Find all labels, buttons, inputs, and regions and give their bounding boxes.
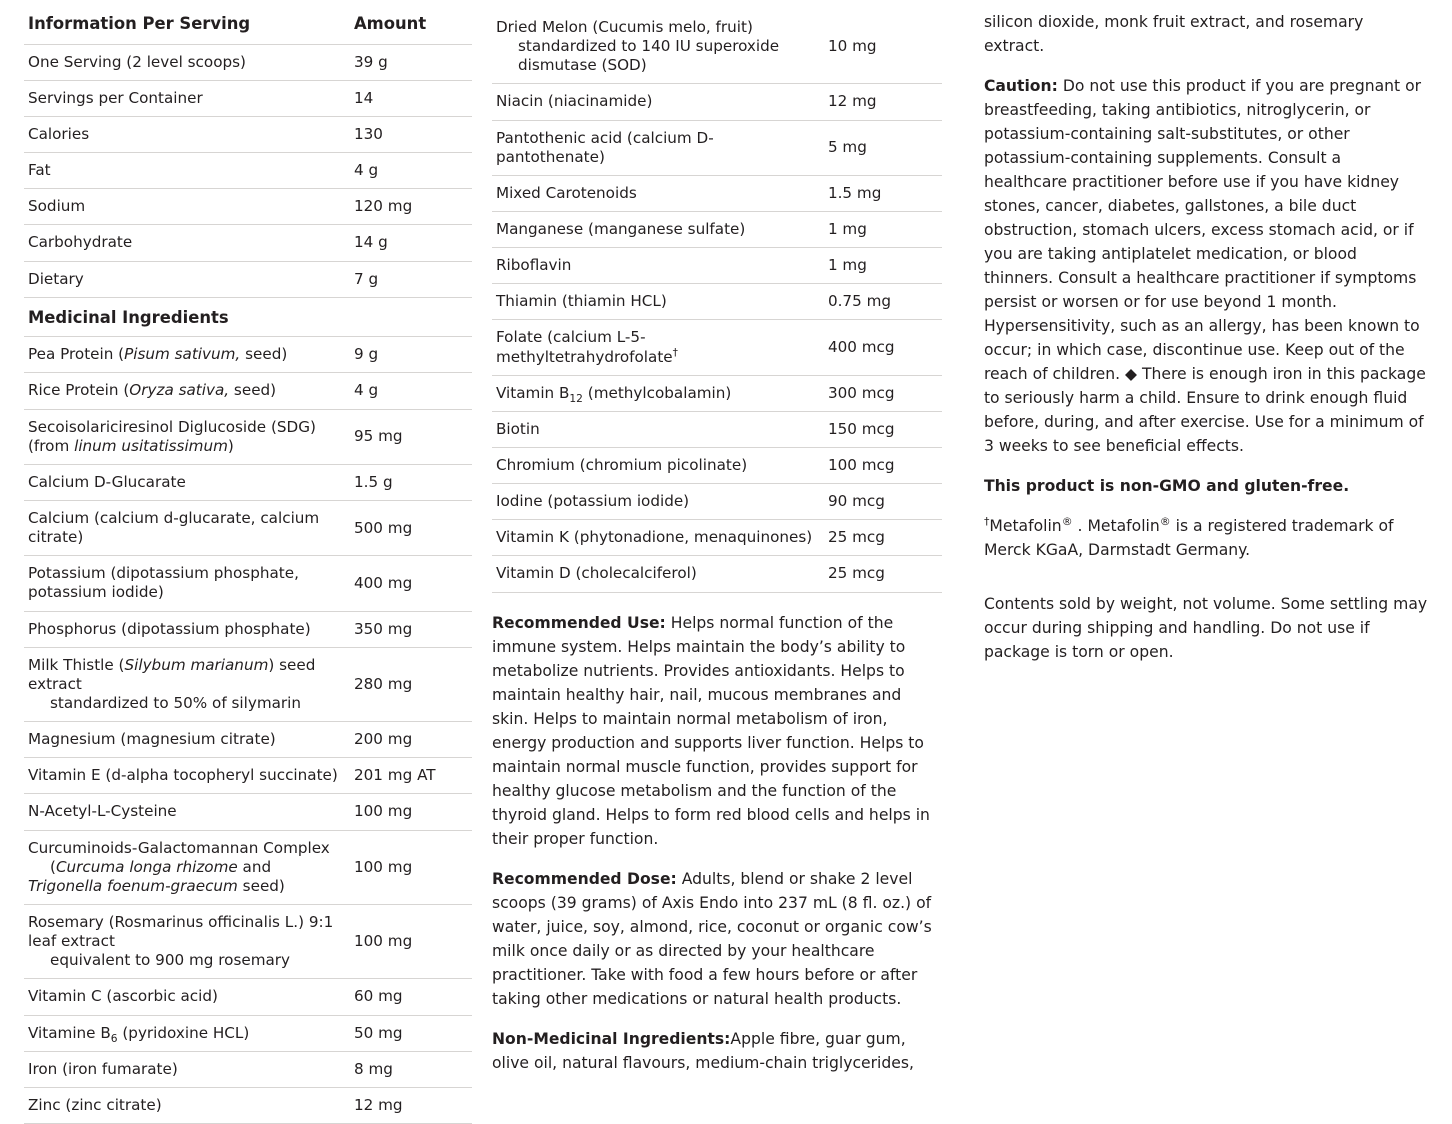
row-amount: 0.75 mg (818, 284, 942, 320)
row-amount: 400 mg (344, 556, 472, 611)
caution-label: Caution: (983, 77, 1058, 95)
table-row (24, 905, 472, 979)
table-row (24, 611, 472, 647)
table-row (492, 120, 942, 175)
table-row (492, 211, 942, 247)
row-amount: 150 mcg (818, 411, 942, 447)
table-row (24, 261, 472, 297)
label-italic: linum usitatissimum (74, 436, 228, 455)
row-amount: 130 (344, 116, 472, 152)
row-amount: 100 mg (344, 905, 472, 979)
registered-icon: ® (1159, 514, 1171, 528)
table-row (492, 175, 942, 211)
table-row (24, 153, 472, 189)
table-row (24, 464, 472, 500)
row-label (492, 320, 818, 375)
info-column-right (964, 10, 1428, 1072)
label-sub: equivalent to 900 mg rosemary (50, 951, 291, 970)
row-label: Calories (24, 116, 344, 152)
table-row (24, 830, 472, 904)
table-row (492, 484, 942, 520)
label-sub: standardized to 140 IU superoxide dismutase (SOD) (517, 37, 780, 75)
recommended-dose-label: Recommended Dose: (491, 869, 677, 888)
row-amount: 10 mg (818, 10, 942, 84)
label-italic: Oryza sativa, (129, 381, 230, 400)
row-amount: 1.5 mg (818, 175, 942, 211)
row-amount: 100 mg (344, 830, 472, 904)
table-row (24, 979, 472, 1015)
row-label: Vitamin D (cholecalciferol) (492, 556, 818, 592)
row-amount: 12 mg (818, 84, 942, 120)
table-row (24, 1087, 472, 1123)
nutrition-column-middle (492, 10, 964, 1072)
table-row (24, 501, 472, 556)
row-label: N-Acetyl-L-Cysteine (24, 794, 344, 830)
label-part: seed) (240, 345, 288, 364)
row-amount: 350 mg (344, 611, 472, 647)
table-row (24, 189, 472, 225)
label-part: and (237, 857, 272, 876)
row-label (24, 1015, 344, 1051)
label-italic: Trigonella foenum-graecum (28, 876, 238, 895)
ingredients-continued-paragraph: silicon dioxide, monk fruit extract, and rosemary extract. (983, 13, 1364, 55)
table-row (24, 556, 472, 611)
row-label: Vitamin K (phytonadione, menaquinones) (492, 520, 818, 556)
row-label: Iodine (potassium iodide) (492, 484, 818, 520)
row-amount: 60 mg (344, 979, 472, 1015)
row-label: Thiamin (thiamin HCL) (492, 284, 818, 320)
nutrition-table-main (24, 10, 472, 1124)
contents-note-paragraph: Contents sold by weight, not volume. Some settling may occur during shipping and handling. Do not use if package is torn or open. (983, 595, 1428, 661)
label-subscript: 6 (110, 1031, 118, 1045)
label-part: Rosemary (Rosmarinus officinalis L.) 9:1 leaf extract (28, 913, 334, 951)
row-label: Carbohydrate (24, 225, 344, 261)
table-row (492, 84, 942, 120)
table-row (24, 758, 472, 794)
row-label: Pantothenic acid (calcium D-pantothenate) (492, 120, 818, 175)
table-row (24, 722, 472, 758)
row-label (24, 830, 344, 904)
label-sub (28, 858, 342, 877)
row-amount: 50 mg (344, 1015, 472, 1051)
row-label (24, 373, 344, 409)
non-medicinal-body: Apple fibre, guar gum, olive oil, natural flavours, medium-chain triglycerides, (491, 1029, 914, 1072)
caution-paragraph (984, 74, 1428, 458)
row-amount: 5 mg (818, 120, 942, 175)
row-amount: 200 mg (344, 722, 472, 758)
label-part: Pea Protein ( (28, 345, 125, 364)
row-label: Mixed Carotenoids (492, 175, 818, 211)
row-amount: 14 g (344, 225, 472, 261)
table-row (492, 248, 942, 284)
non-gmo-statement: This product is non-GMO and gluten-free. (983, 477, 1350, 495)
row-label (492, 10, 818, 84)
row-label (24, 409, 344, 464)
metafolin-trademark-note (984, 514, 1428, 562)
label-part: ) (227, 436, 234, 455)
label-italic: Pisum sativum, (124, 345, 241, 364)
paragraph-spacer (984, 578, 1428, 592)
recommended-use-label: Recommended Use: (491, 613, 666, 632)
label-sub2 (28, 877, 342, 896)
non-medicinal-label: Non-Medicinal Ingredients: (491, 1029, 731, 1048)
recommended-dose-body: Adults, blend or shake 2 level scoops (39 grams) of Axis Endo into 237 mL (8 fl. oz.) of water, juice, soy, almond, rice, coconut or organic cow’s milk once daily or as directed by your healthcare practitioner. Take with food a few hours before or after taking other medications or natural health products. (491, 869, 932, 1008)
row-label: Magnesium (magnesium citrate) (24, 722, 344, 758)
row-label (24, 647, 344, 721)
row-amount: 4 g (344, 153, 472, 189)
row-label: Niacin (niacinamide) (492, 84, 818, 120)
label-part: Milk Thistle ( (28, 655, 125, 674)
row-label: Fat (24, 153, 344, 189)
row-label: Sodium (24, 189, 344, 225)
label-part: Dried Melon (Cucumis melo, fruit) (495, 18, 753, 36)
row-amount: 120 mg (344, 189, 472, 225)
row-label: Biotin (492, 411, 818, 447)
section-title-amount (344, 297, 472, 337)
label-part: seed) (229, 381, 277, 400)
row-label (24, 905, 344, 979)
row-amount: 201 mg AT (344, 758, 472, 794)
registered-icon: ® (1061, 514, 1073, 528)
dagger-symbol: † (983, 514, 990, 528)
row-amount: 1 mg (818, 248, 942, 284)
section-header-medicinal (24, 297, 472, 337)
label-sub: standardized to 50% of silymarin (50, 694, 302, 713)
caution-body: Do not use this product if you are pregnant or breastfeeding, taking antibiotics, nitroglycerin, or potassium-containing salt-substitutes, or other potassium-containing supplements. Consult a healthcare practitioner before use if you have kidney stones, cancer, diabetes, gallstones, a bile duct obstruction, stomach ulcers, excess stomach acid, or if you are taking antiplatelet medication, or blood thinners. Consult a healthcare practitioner if symptoms persist or worsen or for use beyond 1 month. Hypersensitivity, such as an allergy, has been known to occur; in which case, discontinue use. Keep out of the reach of children. ◆ There is enough iron in this package to seriously harm a child. Ensure to drink enough fluid before, during, and after exercise. Use for a minimum of 3 weeks to see beneficial effects. (983, 77, 1426, 455)
row-label: Vitamin C (ascorbic acid) (24, 979, 344, 1015)
label-part: seed) (237, 876, 285, 895)
row-label: Iron (iron fumarate) (24, 1051, 344, 1087)
nutrition-column-left (24, 10, 492, 1114)
label-italic: Curcuma longa rhizome (55, 857, 238, 876)
label-subscript: 12 (569, 391, 583, 405)
row-label: Zinc (zinc citrate) (24, 1087, 344, 1123)
non-medicinal-paragraph (492, 1027, 942, 1075)
row-amount: 9 g (344, 337, 472, 373)
row-amount: 90 mcg (818, 484, 942, 520)
table-row (24, 647, 472, 721)
row-label (24, 337, 344, 373)
label-part: (methylcobalamin) (582, 383, 732, 402)
table-row (24, 1051, 472, 1087)
row-amount: 14 (344, 80, 472, 116)
label-part: ( (50, 857, 56, 876)
label-part: (pyridoxine HCL) (117, 1023, 250, 1042)
row-label: One Serving (2 level scoops) (24, 44, 344, 80)
label-part: Secoisolariciresinol Diglucoside (SDG) (from (28, 417, 316, 455)
table-header-row (24, 10, 472, 44)
table-row (24, 225, 472, 261)
row-amount: 280 mg (344, 647, 472, 721)
table-row (24, 373, 472, 409)
table-row (492, 411, 942, 447)
row-amount: 1 mg (818, 211, 942, 247)
table-row (24, 44, 472, 80)
metafolin-part: Metafolin (989, 517, 1062, 535)
row-amount: 25 mcg (818, 556, 942, 592)
recommended-use-body: Helps normal function of the immune system. Helps maintain the body’s ability to metabolize nutrients. Provides antioxidants. Helps to maintain healthy hair, nail, mucous membranes and skin. Helps to maintain normal metabolism of iron, energy production and supports liver function. Helps to maintain normal muscle function, provides support for healthy glucose metabolism and the function of the thyroid gland. Helps to form red blood cells and helps in their proper function. (491, 613, 930, 848)
row-label: Servings per Container (24, 80, 344, 116)
table-row (492, 520, 942, 556)
row-amount: 300 mcg (818, 375, 942, 411)
metafolin-part: . Metafolin (1072, 517, 1160, 535)
label-part: Curcuminoids-Galactomannan Complex (28, 838, 330, 857)
label-part: Vitamin B (495, 383, 570, 402)
row-label: Calcium (calcium d-glucarate, calcium citrate) (24, 501, 344, 556)
row-amount: 4 g (344, 373, 472, 409)
row-amount: 500 mg (344, 501, 472, 556)
nutrition-table-continued (492, 10, 942, 593)
label-dagger: † (672, 345, 678, 359)
row-label (492, 375, 818, 411)
row-amount: 12 mg (344, 1087, 472, 1123)
row-label: Vitamin E (d-alpha tocopheryl succinate) (24, 758, 344, 794)
table-row (24, 1015, 472, 1051)
row-amount: 100 mcg (818, 447, 942, 483)
table-row (24, 409, 472, 464)
label-part: ) seed extract (28, 655, 316, 693)
row-label: Manganese (manganese sulfate) (492, 211, 818, 247)
label-part: Folate (calcium L-5-methyltetrahydrofolate (495, 328, 673, 366)
column-header-information: Information Per Serving (24, 10, 344, 44)
table-row (492, 447, 942, 483)
row-amount: 25 mcg (818, 520, 942, 556)
label-italic: Silybum marianum (124, 655, 269, 674)
row-amount: 8 mg (344, 1051, 472, 1087)
metafolin-part: is a registered trademark of Merck KGaA, Darmstadt Germany. (983, 517, 1394, 559)
row-label: Potassium (dipotassium phosphate, potassium iodide) (24, 556, 344, 611)
table-row (24, 80, 472, 116)
row-amount: 100 mg (344, 794, 472, 830)
row-amount: 1.5 g (344, 464, 472, 500)
row-label: Dietary (24, 261, 344, 297)
row-amount: 400 mcg (818, 320, 942, 375)
row-amount: 95 mg (344, 409, 472, 464)
table-row (24, 337, 472, 373)
label-part: Vitamine B (28, 1023, 111, 1042)
column-header-amount: Amount (344, 10, 472, 44)
row-label: Phosphorus (dipotassium phosphate) (24, 611, 344, 647)
section-title: Medicinal Ingredients (24, 297, 344, 337)
table-row (24, 116, 472, 152)
table-row (492, 556, 942, 592)
table-row (24, 794, 472, 830)
table-row (492, 10, 942, 84)
row-amount: 7 g (344, 261, 472, 297)
table-row (492, 375, 942, 411)
recommended-dose-paragraph (492, 867, 942, 1011)
row-amount: 39 g (344, 44, 472, 80)
row-label: Riboflavin (492, 248, 818, 284)
table-row (492, 284, 942, 320)
label-part: Rice Protein ( (28, 381, 130, 400)
table-row (492, 320, 942, 375)
row-label: Chromium (chromium picolinate) (492, 447, 818, 483)
recommended-use-paragraph (492, 611, 942, 851)
row-label: Calcium D-Glucarate (24, 464, 344, 500)
